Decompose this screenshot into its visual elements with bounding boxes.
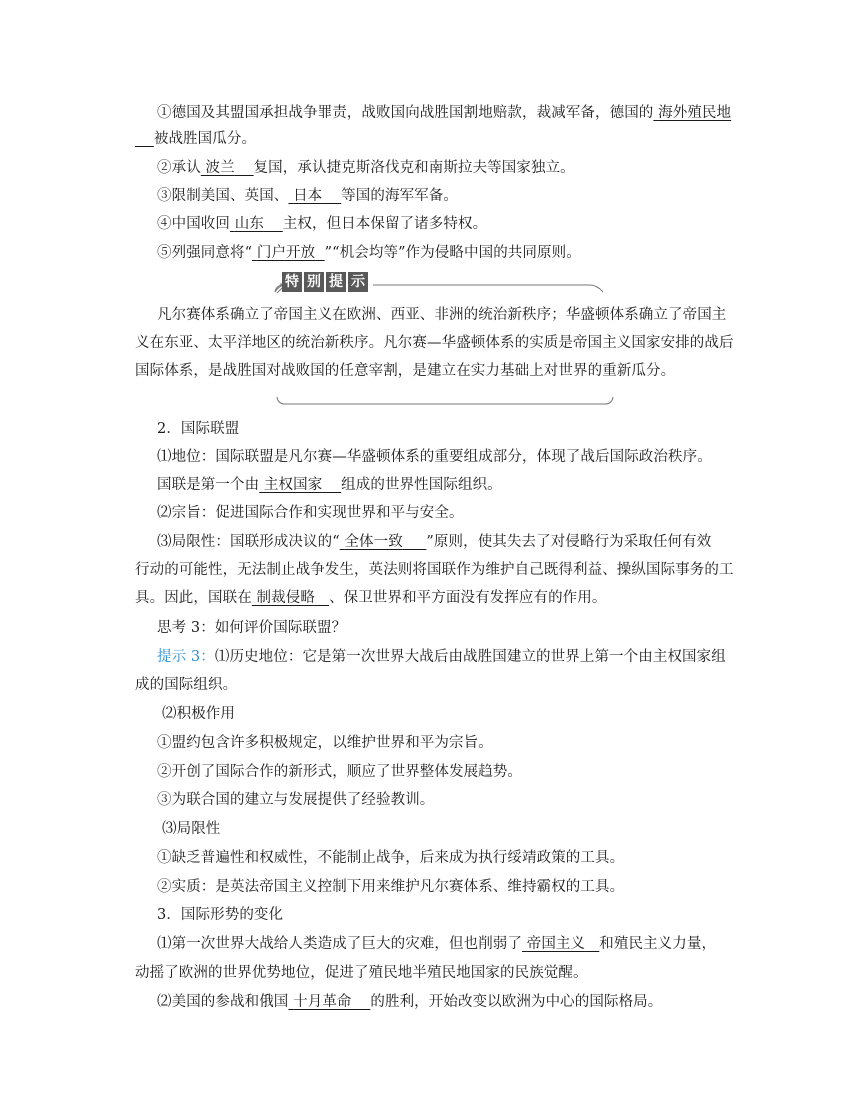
situation-line: 动摇了欧洲的世界优势地位，促进了殖民地半殖民地国家的民族觉醒。 — [135, 965, 588, 981]
answer-blank: 帝国主义 — [526, 936, 586, 952]
league-status-cont: 国联是第一个由 主权国家 组成的世界性国际组织。 — [157, 477, 502, 493]
answer-blank: 主权国家 — [263, 477, 323, 493]
tip-label — [282, 272, 368, 294]
treaty-item-3: ③限制美国、英国、 日本 等国的海军军备。 — [157, 188, 458, 204]
tip-paragraph-line: 义在东亚、太平洋地区的统治新秩序。凡尔赛—华盛顿体系的实质是帝国主义国家安排的战后 — [135, 335, 734, 351]
answer-blank: 全体一致 — [344, 534, 403, 550]
hint-line: ②实质：是英法帝国主义控制下用来维护凡尔赛体系、维持霸权的工具。 — [157, 879, 625, 895]
situation-line: ⑵美国的参战和俄国 十月革命 的胜利，开始改变以欧洲为中心的国际格局。 — [157, 994, 663, 1010]
treaty-item-1 — [157, 103, 757, 123]
section-title: 2．国际联盟 — [157, 421, 240, 437]
treaty-item-5: ⑤列强同意将“ 门户开放 ”“机会均等”作为侵略中国的共同原则。 — [157, 245, 581, 261]
hint-line: ⑵积极作用 — [162, 706, 235, 722]
hint-label: 提示 3： — [157, 649, 215, 665]
tip-banner-rule — [135, 272, 735, 296]
answer-blank: 十月革命 — [293, 994, 352, 1010]
hint-line: 成的国际组织。 — [135, 677, 238, 693]
answer-blank: 山东 — [234, 216, 264, 232]
answer-blank: 门户开放 — [256, 245, 316, 261]
league-purpose: ⑵宗旨：促进国际合作和实现世界和平与安全。 — [157, 505, 464, 521]
league-status: ⑴地位：国际联盟是凡尔赛—华盛顿体系的重要组成部分，体现了战后国际政治秩序。 — [157, 449, 712, 465]
answer-blank: 波兰 — [205, 160, 235, 176]
league-limit-cont: 行动的可能性，无法制止战争发生，英法则将国联作为维护自己既得利益、操纵国际事务的工 — [135, 562, 734, 578]
hint-line: ②开创了国际合作的新形式，顺应了世界整体发展趋势。 — [157, 764, 522, 780]
item-text: ①德国及其盟国承担战争罪责，战败国向战胜国割地赔款，裁减军备，德国的 — [157, 105, 654, 121]
tip-bottom-rule — [275, 396, 615, 410]
treaty-item-4: ④中国收回 山东 主权，但日本保留了诸多特权。 — [157, 216, 488, 232]
tip-char: 示 — [348, 272, 368, 292]
treaty-item-1-cont — [135, 129, 735, 149]
answer-blank: 日本 — [293, 188, 323, 204]
tip-paragraph-line: 国际体系，是战胜国对战败国的任意宰割，是建立在实力基础上对世界的重新瓜分。 — [135, 363, 676, 379]
situation-line: ⑴第一次世界大战给人类造成了巨大的灾难，但也削弱了 帝国主义 和殖民主义力量， — [157, 936, 717, 952]
section-title: 3．国际形势的变化 — [157, 907, 284, 923]
hint-line: ①缺乏普遍性和权威性，不能制止战争，后来成为执行绥靖政策的工具。 — [157, 850, 625, 866]
tip-paragraph-line: 凡尔赛体系确立了帝国主义在欧洲、西亚、非洲的统治新秩序；华盛顿体系确立了帝国主 — [157, 307, 727, 323]
tip-char: 别 — [304, 272, 324, 292]
hint-line: ③为联合国的建立与发展提供了经验教训。 — [157, 792, 435, 808]
hint-line: 提示 3：⑴历史地位：它是第一次世界大战后由战胜国建立的世界上第一个由主权国家组 — [157, 649, 726, 665]
hint-line: ①盟约包含许多积极规定，以维护世界和平为宗旨。 — [157, 735, 493, 751]
tip-char: 特 — [282, 272, 302, 292]
answer-blank-tail — [135, 131, 154, 147]
hint-line: ⑶局限性 — [162, 821, 221, 837]
league-limit: ⑶局限性：国联形成决议的“ 全体一致 ”原则，使其失去了对侵略行为采取任何有效 — [157, 534, 712, 550]
think-question: 思考 3：如何评价国际联盟？ — [157, 620, 347, 636]
league-limit-cont: 具。因此，国联在 制裁侵略 、保卫世界和平方面没有发挥应有的作用。 — [135, 590, 607, 606]
answer-blank: 海外殖民地 — [658, 105, 732, 121]
item-text: 被战胜国瓜分。 — [153, 131, 257, 147]
treaty-item-2: ②承认 波兰 复国，承认捷克斯洛伐克和南斯拉夫等国家独立。 — [157, 160, 575, 176]
tip-char: 提 — [326, 272, 346, 292]
answer-blank: 制裁侵略 — [256, 590, 315, 606]
